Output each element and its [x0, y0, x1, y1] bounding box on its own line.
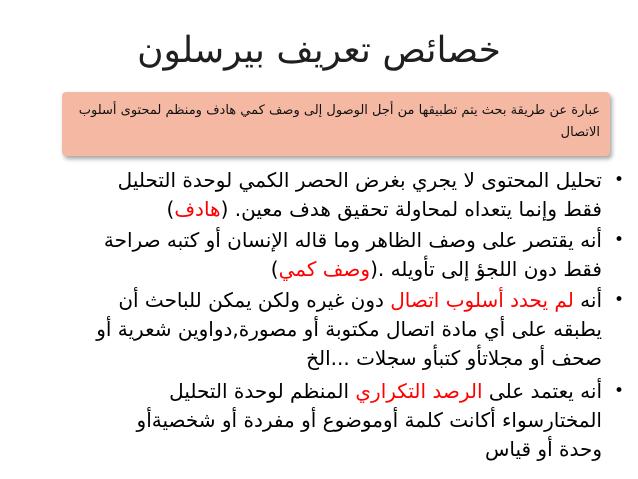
definition-text-line-1: عبارة عن طريقة بحث يتم تطبيقها من أجل الوصول إلى وصف كمي هادف ومنظم لمحتوى أسلوب	[78, 103, 600, 118]
bullet-line: تحليل المحتوى لا يجري بغرض الحصر الكمي لوحدة التحليل	[117, 168, 602, 192]
highlight-keyword: هادف	[174, 197, 221, 221]
bullet-line	[12, 255, 602, 284]
bullet-line	[12, 286, 602, 315]
bullet-text: فقط وإنما يتعداه لمحاولة تحقيق هدف معين. (	[220, 197, 602, 221]
bullet-list	[12, 166, 628, 464]
highlight-keyword: لم يحدد أسلوب اتصال	[390, 288, 574, 312]
bullet-marker: •	[613, 230, 624, 250]
bullet-text: أنه يعتمد على	[482, 379, 602, 403]
bullet-text: )	[270, 257, 279, 281]
definition-text-line-2: الاتصال	[560, 125, 600, 140]
bullet-item-frequency	[12, 377, 628, 464]
bullet-line: المختارسواء أكانت كلمة أوموضوع أو مفردة أو شخصيةأو	[136, 408, 602, 432]
bullet-line: وحدة أو قياس	[484, 437, 602, 461]
bullet-text: المنظم لوحدة التحليل	[169, 379, 356, 403]
highlight-keyword: الرصد التكراري	[355, 379, 483, 403]
bullet-text: أنه	[573, 288, 602, 312]
slide-title: خصائص تعريف بيرسلون	[137, 30, 501, 71]
bullet-line	[12, 377, 602, 406]
highlight-keyword: وصف كمي	[278, 257, 371, 281]
bullet-line: أنه يقتصر على وصف الظاهر وما قاله الإنسان أو كتبه صراحة	[103, 228, 602, 252]
bullet-text: )	[166, 197, 175, 221]
bullet-item-communication	[12, 286, 628, 373]
bullet-line	[12, 195, 602, 224]
bullet-marker: •	[613, 290, 624, 310]
bullet-item-manifest	[12, 226, 628, 284]
bullet-marker: •	[613, 381, 624, 401]
bullet-line: صحف أو مجلاتأو كتبأو سجلات ...الخ	[306, 346, 602, 370]
bullet-marker: •	[613, 170, 624, 190]
bullet-text: دون غيره ولكن يمكن للباحث أن	[118, 288, 391, 312]
bullet-line: يطبقه على أي مادة اتصال مكتوبة أو مصورة,دواوين شعرية أو	[96, 317, 602, 341]
bullet-item-purpose	[12, 166, 628, 224]
definition-box	[62, 92, 610, 156]
bullet-text: فقط دون اللجؤ إلى تأويله .(	[370, 257, 602, 281]
